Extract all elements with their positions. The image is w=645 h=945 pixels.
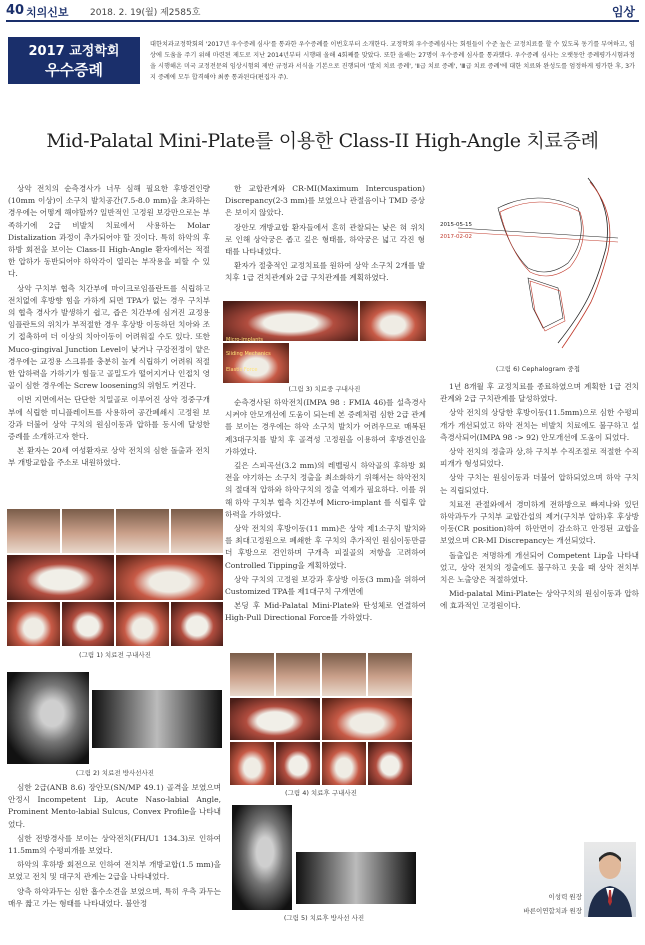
paragraph: 상악 구치는 원심이동과 더불어 압하되었으며 하악 구치는 직립되었다.	[440, 473, 639, 495]
paragraph: 순측경사된 하악전치(IMPA 98 : FMIA 46)를 설측경사 시켜야 안모개선에 도움이 되는데 본 증례처럼 심한 2급 관계를 보이는 경우에는 하악 소구치 발치가 어려우므로 매복된 제3대구치를 발치 후 골격성 고정원을 이용하여 후방견인을 가하였다.	[225, 398, 426, 456]
paragraph: 장안모 개방교합 환자들에서 흔히 관찰되는 낮은 혀 위치로 인해 상악궁은 좁고 깊은 형태를, 하악궁은 넓고 각진 형태를 나타내었다.	[225, 222, 425, 257]
newspaper-name: 치의신보	[26, 6, 69, 19]
author-affiliation: 바른이연합치과 원장	[523, 907, 582, 915]
intraoral-photo	[360, 301, 426, 341]
paragraph: 상악 전치의 후방이동(11 mm)은 상악 제1소구치 발치와를 최대고정원으로 폐쇄한 후 구치의 추가적인 원심이동만큼 더 후방으로 견인하며 구개측 피질골의 저항을 고려하여 Controlled Tipping을 계획하였다.	[225, 524, 426, 570]
figure-3-during-treatment	[223, 301, 426, 383]
badge-line1: 2017 교정학회	[28, 44, 120, 59]
face-photo	[322, 653, 366, 696]
face-photo	[116, 509, 169, 553]
portrait-figure	[584, 842, 636, 917]
header-rule	[6, 20, 639, 22]
paragraph: 심한 2급(ANB 8.6) 장안모(SN/MP 49.1) 골격을 보였으며 안정시 Incompetent Lip, Acute Naso-labial Angle, Prominent Mento-labial Sulcus, Convex Profile을 나타내었다.	[8, 783, 221, 829]
column-1-lower-text	[8, 782, 221, 912]
figure-1-caption: (그림 1) 치료전 구내사진	[79, 651, 151, 659]
intraoral-photo	[230, 742, 274, 785]
intraoral-photo	[223, 301, 358, 373]
figure-3-caption: (그림 3) 치료중 구내사진	[288, 385, 361, 393]
author-name: 이성력 원장	[548, 893, 582, 901]
paragraph: 이번 지면에서는 단단한 치밀골로 이루어진 상악 정중구개부에 식립한 미니플레이트를 사용하여 공간폐쇄시 고정원 보강과 더불어 상악 구치의 원심이동과 압하를 동시에 달성한 증례를 소개하고자 한다.	[8, 395, 210, 442]
paragraph: 심한 전방경사를 보이는 상악전치(FH/U1 134.3)로 인하여 11.5mm의 수평피개를 보였다.	[8, 833, 221, 856]
paragraph: 1년 8개월 후 교정치료를 종료하였으며 계획한 1급 견치관계와 2급 구치관계를 달성하였다.	[440, 382, 639, 404]
intraoral-photo	[368, 742, 412, 785]
face-photo	[7, 509, 60, 553]
figure-4-caption: (그림 4) 치료후 구내사진	[285, 789, 357, 797]
pretreatment-panoramic-xray	[92, 690, 222, 748]
article-title: Mid-Palatal Mini-Plate를 이용한 Class-II High-Angle 치료증례	[46, 130, 599, 152]
author-portrait	[584, 842, 636, 917]
face-photo	[62, 509, 115, 553]
column-1-text	[8, 183, 210, 472]
ceph-tracing	[438, 168, 638, 364]
column-2-mid-text	[225, 397, 426, 627]
section-name: 임상	[611, 5, 635, 19]
figure-5-caption: (그림 5) 치료후 방사선 사진	[283, 914, 365, 922]
face-photo	[230, 653, 274, 696]
label-sliding-mechanics: Sliding Mechanics	[226, 351, 271, 357]
column-2-text	[225, 183, 425, 287]
intraoral-photo	[116, 555, 223, 599]
intraoral-photo	[223, 343, 289, 383]
paragraph: 상악 전치의 정출과 상,하 구치부 수직조절로 적절한 수직피개가 형성되었다.	[440, 447, 639, 469]
paragraph: 치료전 관절와에서 경미하게 전하방으로 빠져나와 있던 하악과두가 구치부 교합간섭의 제거(구치부 압하)후 후상방 이동(CR position)하여 하안면이 감소하고 안정된 교합을 보였으며 CR-MI Discrepancy는 개선되었다.	[440, 499, 639, 546]
figure-4-posttreatment-intraoral	[230, 653, 412, 785]
intraoral-photo	[276, 742, 320, 785]
posttreatment-panoramic-xray	[296, 852, 416, 904]
intraoral-photo	[230, 698, 320, 741]
page-number: 40	[6, 3, 25, 18]
intraoral-photo	[62, 602, 115, 646]
intraoral-photo	[7, 555, 114, 599]
series-badge	[8, 37, 140, 84]
intraoral-photo	[7, 602, 60, 646]
paragraph: 양측 하악과두는 심한 흡수소견을 보였으며, 특히 우측 과두는 매우 짧고 가는 형태를 나타내었다. 불안정	[8, 886, 221, 908]
column-3-text	[440, 381, 639, 615]
label-micro-implants: Micro-implants	[226, 337, 263, 343]
label-elastic-force: Elastic Force	[226, 367, 258, 373]
intraoral-photo	[171, 602, 224, 646]
paragraph: 본 환자는 20세 여성환자로 상악 전치의 심한 돌출과 전치부 개방교합을 주소로 내원하였다.	[8, 446, 210, 468]
face-photo	[368, 653, 412, 696]
ceph-date-post: 2017-02-02	[440, 234, 472, 240]
figure-1-pretreatment-intraoral	[7, 509, 223, 646]
figure-6-caption: (그림 6) Cephalogram 중첩	[495, 365, 581, 373]
intraoral-photo	[116, 602, 169, 646]
posttreatment-cephalogram	[232, 805, 292, 910]
paragraph: 상악 전치의 상당한 후방이동(11.5mm)으로 심한 수평피개가 개선되었고 하악 전치는 비발치 치료에도 불구하고 설측경사되어(IMPA 98 -> 92) 안모개선에 도움이 되었다.	[440, 408, 639, 442]
editor-intro: 대한치과교정학회의 '2017년 우수증례 심사'를 통과한 우수증례를 이번호부터 소개한다. 교정학회 우수증례심사는 회원들이 수준 높은 교정치료를 할 수 있도록 동기를 부여하고, 임상에 도움을 주기 위해 마련된 제도로 지난 2014년부터 시행돼 올해 4회째를 맞았다. 또한 올해는 27명이 우수증례 심사를 통과했다. 우수증례 심사는 오랫동안 증례평가시험과정을 시행해온 미국 교정전문의 임상시험의 제반 규정과 서식을 기본으로 진행되며 '발치 치료 증례', 'Ⅱ급 치료 증례', 'Ⅲ급 치료 증례'에 대한 치료와 완성도를 엄정하게 평가한 후, 3가지 증례에 모두 합격해야 최종 통과된다(편집자 주).	[150, 41, 635, 81]
face-photo	[276, 653, 320, 696]
paragraph: 상악 전치의 순측경사가 너무 심해 필요한 후방견인량(10mm 이상)이 소구치 발치공간(7.5-8.0 mm)을 초과하는 경우에는 어떻게 해야할까? 일반적인 고정원 보강만으로는 부족하기에 2급 비발치 치료에서 사용하는 Molar Distalization 과정이 추가되어야 할 것이다. 특히 하악의 후하방 회전을 보이는 Class-II High-Angle 환자에서는 적절한 압하가 동반되어야 하악각이 열리는 부작용을 피할 수 있다.	[8, 184, 210, 279]
pretreatment-cephalogram	[7, 672, 89, 764]
issue-date: 2018. 2. 19(월) 제2585호	[90, 8, 201, 18]
face-photo	[171, 509, 224, 553]
paragraph: 본딩 후 Mid-Palatal Mini-Plate와 탄성체로 연결하여 High-Pull Directional Force를 가하였다.	[225, 601, 426, 623]
figure-6-ceph-overlay	[438, 168, 638, 364]
paragraph: 하악의 후하방 회전으로 인하여 전치부 개방교합(1.5 mm)을 보였고 전치 및 대구치 관계는 2급을 나타내었다.	[8, 860, 221, 882]
intraoral-photo	[322, 742, 366, 785]
figure-2-caption: (그림 2) 치료전 방사선사진	[75, 769, 155, 777]
badge-line2: 우수증례	[45, 61, 103, 79]
intraoral-photo	[322, 698, 412, 741]
paragraph: 환자가 절충적인 교정치료를 원하여 상악 소구치 2개를 발치후 1급 견치관계와 2급 구치관계를 계획하였다.	[225, 261, 425, 283]
paragraph: 상악 구치부 협측 치간부에 마이크로임플란트를 식립하고 전치없에 후방향 힘을 가하게 되면 TPA가 없는 경우 구치부의 협측 경사가 발생하기 쉽고, 즙은 치간부에 심겨진 교정용 임플란트의 위치가 부적절한 경우 후상방 이동하던 치아와 조기 접촉하여 더 이상의 치아이동이 어려워질 수도 있다. 또한 Muco-gingival Junction Level이 낮거나 구강전정이 얕은 경우에는 교정용 스크류를 충분히 높게 식립하기 어려워 적절한 압하력을 가하기가 힘들고 골밀도가 떨어지거나 인접치 영골이 심한 경우에는 Screw loosening의 위험도 커진다.	[8, 283, 210, 391]
paragraph: 한 교합관계와 CR-MI(Maximum Intercuspation) Discrepancy(2-3 mm)를 보였으나 관절음이나 TMD 증상은 보이지 않았다.	[225, 184, 425, 218]
paragraph: 깊은 스피곡선(3.2 mm)의 레벨링시 하악골의 후하방 회전을 야기하는 소구치 정출을 최소화하기 위해서는 하악전치의 절대적 압하와 하악구치의 정출 억제가 필요하다. 이를 위해 하악 구치부 협측 치간부에 Micro-implant 를 식립후 압하력을 가하였다.	[225, 461, 426, 519]
paragraph: 상악 구치의 고정원 보강과 후상방 이동(3 mm)을 위하여 Customized TPA를 제1대구치 구개면에	[225, 574, 426, 597]
paragraph: Mid-palatal Mini-Plate는 상악구치의 원심이동과 압하에 효과적인 고정원이다.	[440, 589, 639, 611]
ceph-date-pre: 2015-05-15	[440, 222, 472, 228]
paragraph: 돌출입은 저명하게 개선되어 Competent Lip을 나타내었고, 상악 전치의 정출에도 불구하고 웃을 때 상악 전치부 치은 노출양은 적절하였다.	[440, 550, 639, 585]
